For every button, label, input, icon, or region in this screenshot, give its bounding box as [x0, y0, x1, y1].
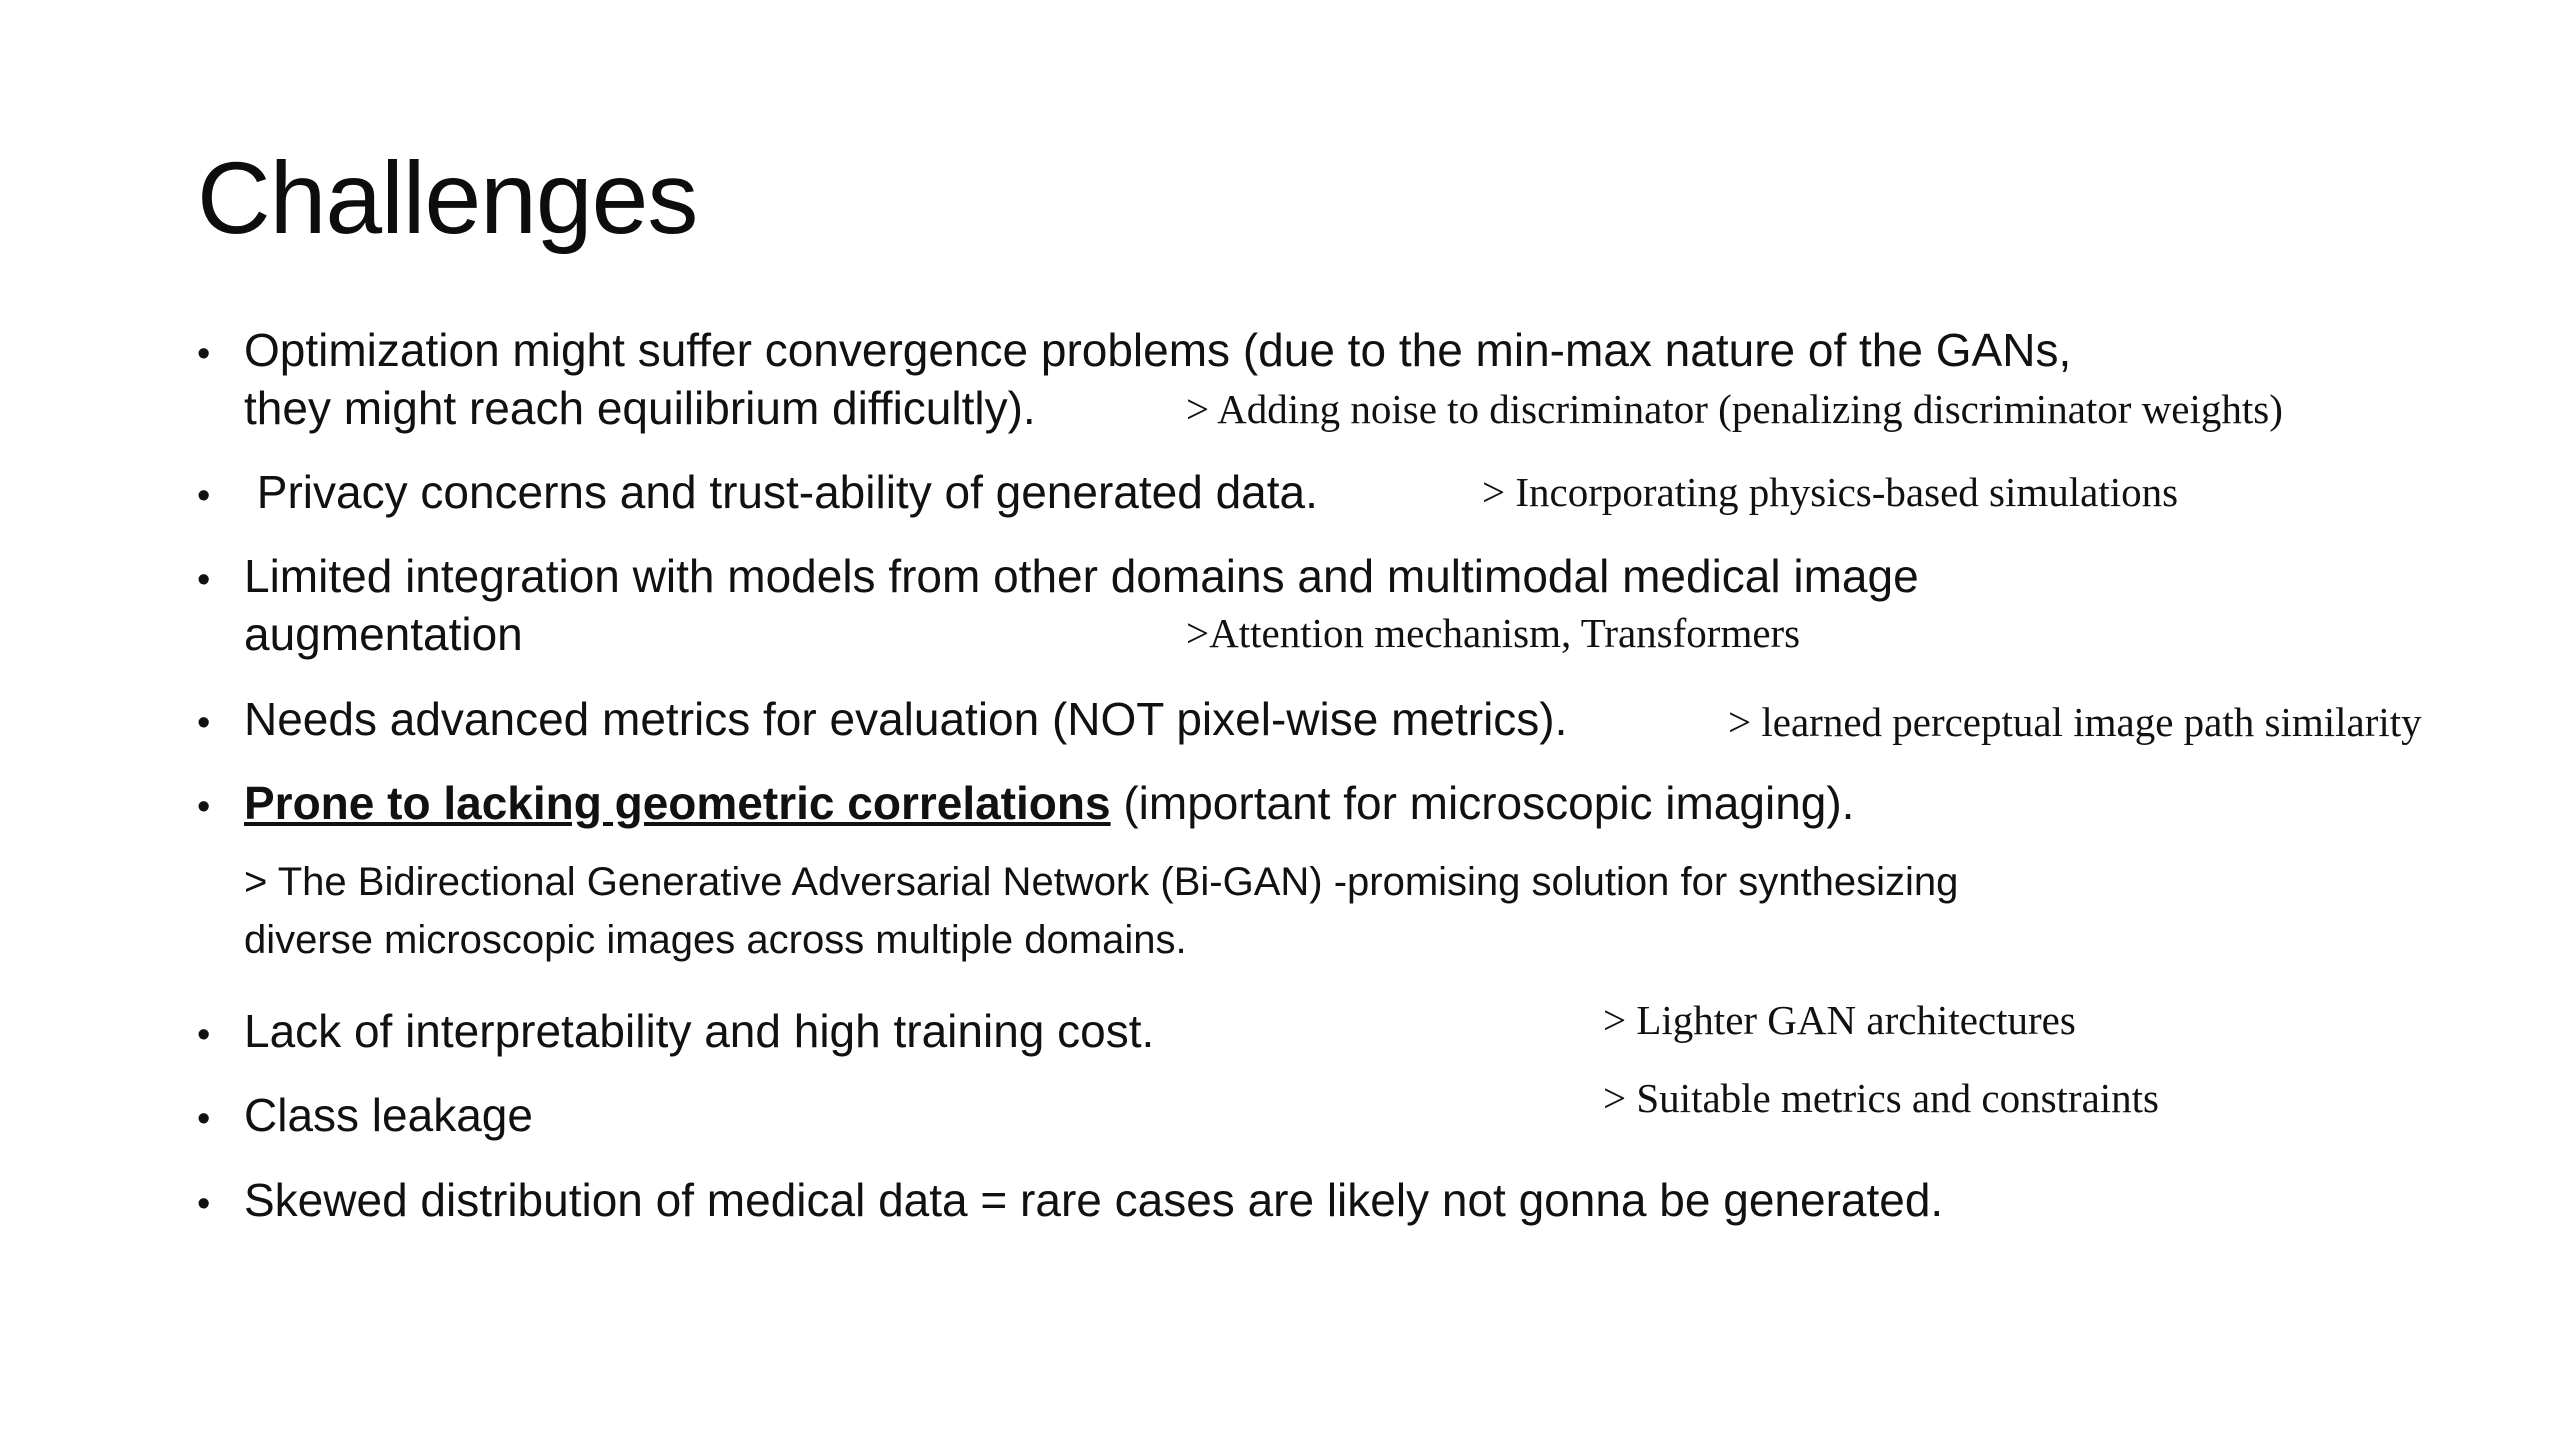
bullet-1-response: > Adding noise to discriminator (penalizing discriminator weights) — [1186, 386, 2283, 432]
bullet-marker: • — [197, 333, 211, 375]
bullet-marker: • — [197, 702, 211, 744]
bullet-3-response: >Attention mechanism, Transformers — [1186, 610, 1801, 656]
bullet-2-response: > Incorporating physics-based simulations — [1482, 469, 2179, 515]
bullet-5-rest: (important for microscopic imaging). — [1110, 777, 1855, 829]
bullet-7-text: Class leakage — [244, 1089, 533, 1141]
bullet-2-text: Privacy concerns and trust-ability of generated data. — [244, 466, 1318, 518]
bullet-6-text: Lack of interpretability and high training cost. — [244, 1005, 1155, 1057]
bullet-4-text: Needs advanced metrics for evaluation (NOT pixel-wise metrics). — [244, 693, 1568, 745]
bullet-7-response: > Suitable metrics and constraints — [1603, 1075, 2160, 1121]
bullet-marker: • — [197, 786, 211, 828]
bullet-1-line-2: they might reach equilibrium difficultly). — [244, 382, 1036, 434]
bullet-1-line-1: Optimization might suffer convergence problems (due to the min-max nature of the GANs, — [244, 324, 2072, 376]
bullet-5-note-line-2: diverse microscopic images across multiple domains. — [244, 918, 1187, 962]
bullet-6-response: > Lighter GAN architectures — [1603, 997, 2076, 1043]
slide-title: Challenges — [197, 141, 698, 255]
bullet-4-response: > learned perceptual image path similarity — [1728, 699, 2422, 745]
bullet-marker: • — [197, 1098, 211, 1140]
bullet-5-note-line-1: > The Bidirectional Generative Adversarial Network (Bi-GAN) -promising solution for synthesizing — [244, 860, 1959, 904]
bullet-5-text — [244, 775, 1854, 833]
bullet-5-emphasis: Prone to lacking geometric correlations — [244, 777, 1111, 829]
bullet-marker: • — [197, 1183, 211, 1225]
bullet-3-line-1: Limited integration with models from other domains and multimodal medical image — [244, 550, 1919, 602]
bullet-marker: • — [197, 559, 211, 601]
bullet-3-line-2: augmentation — [244, 608, 523, 660]
bullet-marker: • — [197, 1014, 211, 1056]
bullet-8-text: Skewed distribution of medical data = rare cases are likely not gonna be generated. — [244, 1174, 1944, 1226]
bullet-marker: • — [197, 475, 211, 517]
